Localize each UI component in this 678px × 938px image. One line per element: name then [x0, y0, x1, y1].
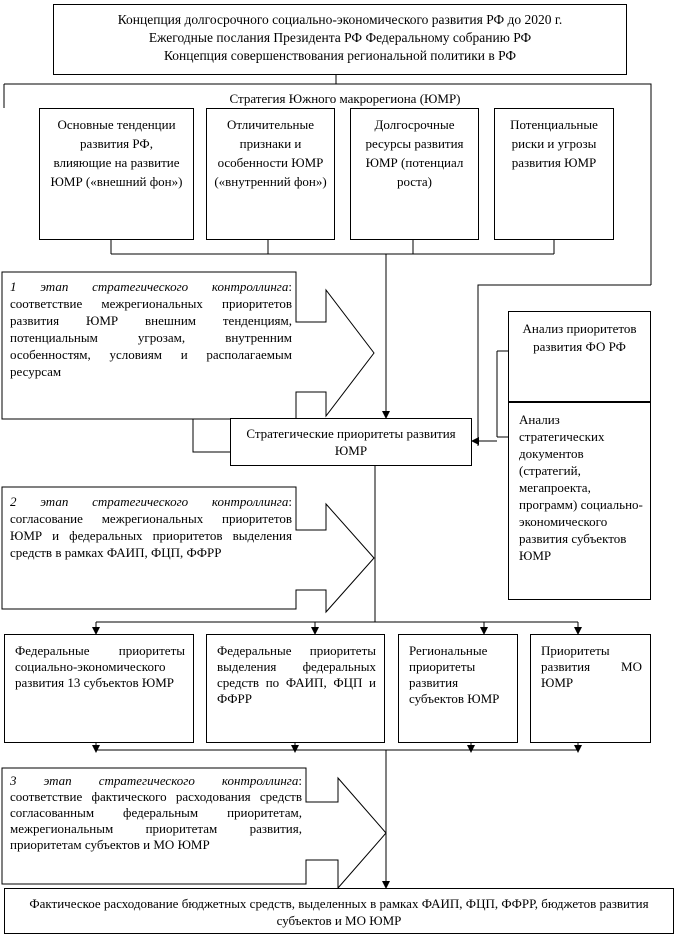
actual-spending-box — [4, 888, 674, 934]
strategic-priorities-box — [230, 418, 472, 466]
regional-priorities-text: Региональные приоритеты развития субъектов ЮМР — [409, 643, 500, 706]
mo-priorities-text: Приоритеты развития МО ЮМР — [541, 643, 642, 690]
stage2-heading: 2 этап стратегического контроллинга — [10, 494, 289, 509]
mo-priorities-box — [530, 634, 651, 743]
strategy-box-features-text: Отличительные признаки и особенности ЮМР («внутренний фон») — [214, 117, 327, 189]
strategy-box-trends — [39, 108, 194, 240]
regional-priorities-box — [398, 634, 518, 743]
strategic-priorities-text: Стратегические приоритеты развития ЮМР — [246, 426, 456, 458]
strategy-box-risks-text: Потенциальные риски и угрозы развития ЮМР — [510, 117, 598, 170]
federal-funding-priorities-box — [206, 634, 385, 743]
analysis-fo-text: Анализ приоритетов развития ФО РФ — [522, 321, 637, 354]
strategy-box-resources-text: Долгосрочные ресурсы развития ЮМР (потенциал роста) — [365, 117, 464, 189]
federal-funding-priorities-text: Федеральные приоритеты выделения федеральных средств по ФАИП, ФЦП и ФФРР — [217, 643, 376, 706]
top-line-3: Концепция совершенствования региональной политики в РФ — [163, 48, 517, 63]
stage2-text: 2 этап стратегического контроллинга: согласование межрегиональных приоритетов ЮМР и федеральных приоритетов выделения средств в рамках ФАИП, ФЦП, ФФРР — [10, 494, 292, 560]
analysis-docs-text: Анализ стратегических документов (стратегий, мегапроекта, программ) социально-экономического развития субъектов ЮМР — [519, 412, 643, 563]
federal-socioeconomic-priorities-text: Федеральные приоритеты социально-экономического развития 13 субъектов ЮМР — [15, 643, 185, 690]
federal-socioeconomic-priorities-box — [4, 634, 194, 743]
strategy-title: Стратегия Южного макрорегиона (ЮМР) — [180, 91, 510, 106]
stage2-body: согласование межрегиональных приоритетов ЮМР и федеральных приоритетов выделения средств в рамках ФАИП, ФЦП, ФФРР — [10, 511, 292, 560]
analysis-docs-box — [508, 402, 651, 600]
stage3-text: 3 этап стратегического контроллинга: соответствие фактического расходования средств согласованным федеральным приоритетам, межрегиональным приоритетам развития, приоритетам субъектов и МО ЮМР — [10, 773, 302, 852]
analysis-fo-box — [508, 311, 651, 402]
stage1-text: 1 этап стратегического контроллинга: соответствие межрегиональных приоритетов развития ЮМР внешним тенденциям, потенциальным угрозам, внутренним особенностям, условиям и располагаемым ресурсам — [10, 279, 292, 379]
top-concepts-box — [53, 4, 627, 75]
strategy-box-features — [206, 108, 335, 240]
stage3-body: соответствие фактического расходования средств согласованным федеральным приоритетам, межрегиональным приоритетам развития, приоритетам субъектов и МО ЮМР — [10, 789, 302, 852]
top-line-1: Концепция долгосрочного социально-экономического развития РФ до 2020 г. — [117, 12, 563, 27]
stage3-heading: 3 этап стратегического контроллинга — [10, 773, 299, 788]
stage1-heading: 1 этап стратегического контроллинга — [10, 279, 289, 294]
strategy-box-resources — [350, 108, 479, 240]
strategy-box-trends-text: Основные тенденции развития РФ, влияющие на развитие ЮМР («внешний фон») — [50, 117, 183, 189]
strategy-box-risks — [494, 108, 614, 240]
actual-spending-text: Фактическое расходование бюджетных средств, выделенных в рамках ФАИП, ФЦП, ФФРР, бюджетов развития субъектов и МО ЮМР — [29, 896, 649, 928]
top-line-2: Ежегодные послания Президента РФ Федеральному собранию РФ — [148, 30, 532, 45]
stage1-body: соответствие межрегиональных приоритетов развития ЮМР внешним тенденциям, потенциальным угрозам, внутренним особенностям, условиям и располагаемым ресурсам — [10, 296, 292, 379]
